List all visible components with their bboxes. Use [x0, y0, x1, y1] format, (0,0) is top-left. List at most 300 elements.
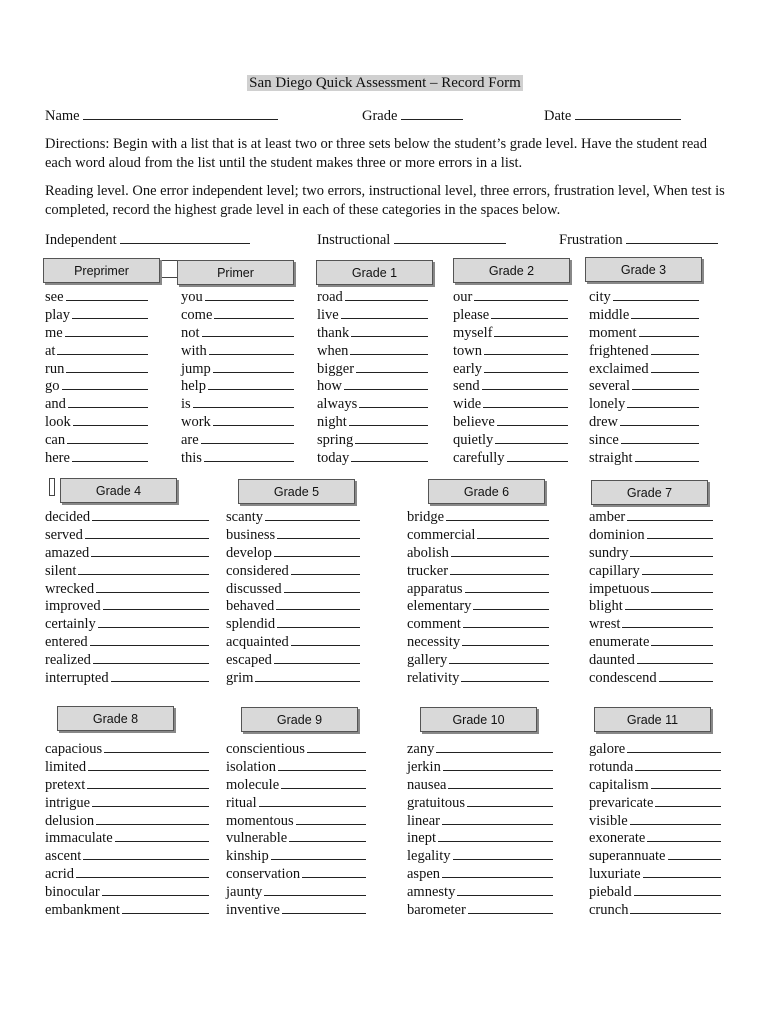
- answer-blank[interactable]: [83, 848, 209, 860]
- word-list-primer: [181, 289, 294, 468]
- list-item: [45, 325, 148, 343]
- answer-blank[interactable]: [446, 509, 549, 521]
- answer-blank[interactable]: [102, 884, 209, 896]
- answer-blank[interactable]: [627, 396, 699, 408]
- list-item: [317, 378, 428, 396]
- list-item: [226, 741, 366, 759]
- list-item: [226, 616, 360, 634]
- answer-blank[interactable]: [72, 450, 148, 462]
- list-item: [453, 378, 568, 396]
- word: early: [453, 360, 482, 377]
- list-item: [589, 289, 699, 307]
- directions-text: Directions: Begin with a list that is at least two or three sets below the student’s grade level. Have the student read each word aloud from the list until the student makes three or more errors in a list.: [45, 136, 707, 171]
- list-item: [226, 795, 366, 813]
- word: legality: [407, 848, 451, 865]
- answer-blank[interactable]: [442, 866, 553, 878]
- list-item: [589, 581, 713, 599]
- list-item: [407, 634, 549, 652]
- word: discussed: [226, 580, 282, 597]
- answer-blank[interactable]: [103, 598, 209, 610]
- answer-blank[interactable]: [349, 414, 428, 426]
- list-header-primer: Primer: [177, 260, 294, 285]
- answer-blank[interactable]: [274, 545, 360, 557]
- answer-blank[interactable]: [651, 361, 699, 373]
- word: galore: [589, 741, 626, 757]
- instructional-field[interactable]: Instructional: [317, 230, 506, 249]
- list-item: [45, 616, 209, 634]
- answer-blank[interactable]: [443, 759, 553, 771]
- word: apparatus: [407, 580, 463, 597]
- answer-blank[interactable]: [96, 813, 209, 825]
- date-field[interactable]: Date: [544, 106, 681, 125]
- answer-blank[interactable]: [208, 378, 294, 390]
- answer-blank[interactable]: [302, 866, 366, 878]
- answer-blank[interactable]: [277, 616, 360, 628]
- word: impetuous: [589, 580, 650, 597]
- answer-blank[interactable]: [497, 414, 568, 426]
- name-field[interactable]: Name: [45, 106, 278, 125]
- answer-blank[interactable]: [647, 527, 713, 539]
- answer-blank[interactable]: [104, 741, 209, 753]
- answer-blank[interactable]: [68, 396, 148, 408]
- word-list-grade-3: [589, 289, 699, 468]
- answer-blank[interactable]: [442, 813, 553, 825]
- answer-blank[interactable]: [87, 777, 209, 789]
- word: nausea: [407, 776, 447, 793]
- answer-blank[interactable]: [635, 450, 700, 462]
- answer-blank[interactable]: [655, 795, 721, 807]
- word: certainly: [45, 616, 96, 633]
- list-item: [589, 396, 699, 414]
- list-item: [407, 777, 553, 795]
- answer-blank[interactable]: [491, 307, 568, 319]
- list-item: [589, 866, 721, 884]
- list-item: [589, 759, 721, 777]
- answer-blank[interactable]: [467, 795, 553, 807]
- list-item: [45, 432, 148, 450]
- word: limited: [45, 758, 87, 775]
- list-item: [453, 414, 568, 432]
- word: commercial: [407, 526, 476, 543]
- answer-blank[interactable]: [635, 759, 721, 771]
- list-item: [45, 527, 209, 545]
- word: ascent: [45, 848, 82, 865]
- answer-blank[interactable]: [639, 325, 699, 337]
- answer-blank[interactable]: [351, 325, 428, 337]
- word: drew: [589, 414, 618, 431]
- list-header-grade-6: Grade 6: [428, 479, 545, 504]
- answer-blank[interactable]: [202, 325, 294, 337]
- word: not: [181, 324, 200, 341]
- word: splendid: [226, 616, 276, 633]
- answer-blank[interactable]: [642, 563, 713, 575]
- list-item: [45, 866, 209, 884]
- list-item: [226, 545, 360, 563]
- answer-blank[interactable]: [204, 450, 294, 462]
- answer-blank[interactable]: [115, 830, 209, 842]
- answer-blank[interactable]: [449, 652, 549, 664]
- answer-blank[interactable]: [483, 396, 568, 408]
- answer-blank[interactable]: [209, 343, 294, 355]
- word: amazed: [45, 544, 90, 561]
- answer-blank[interactable]: [359, 396, 428, 408]
- word: go: [45, 378, 60, 395]
- word: ritual: [226, 794, 257, 811]
- answer-blank[interactable]: [111, 670, 209, 682]
- answer-blank[interactable]: [651, 343, 699, 355]
- word: at: [45, 342, 56, 359]
- list-item: [226, 884, 366, 902]
- word: when: [317, 342, 349, 359]
- word: road: [317, 289, 343, 305]
- answer-blank[interactable]: [67, 432, 148, 444]
- answer-blank[interactable]: [668, 848, 722, 860]
- word: amber: [589, 509, 626, 525]
- list-item: [589, 545, 713, 563]
- answer-blank[interactable]: [264, 884, 366, 896]
- answer-blank[interactable]: [274, 652, 360, 664]
- word: middle: [589, 306, 630, 323]
- answer-blank[interactable]: [93, 652, 209, 664]
- answer-blank[interactable]: [356, 361, 428, 373]
- word: town: [453, 342, 482, 359]
- word: intrigue: [45, 794, 91, 811]
- answer-blank[interactable]: [484, 343, 568, 355]
- word: since: [589, 432, 619, 449]
- list-item: [407, 884, 553, 902]
- reading-level-text: Reading level. One error independent level; two errors, instructional level, three errors, frustration level, When test is completed, record the highest grade level in each of these categories in the spaces below.: [45, 183, 725, 218]
- answer-blank[interactable]: [291, 563, 360, 575]
- answer-blank[interactable]: [465, 581, 549, 593]
- list-item: [589, 432, 699, 450]
- list-item: [226, 598, 360, 616]
- word: aspen: [407, 866, 441, 883]
- list-item: [45, 307, 148, 325]
- answer-blank[interactable]: [78, 563, 209, 575]
- list-header-grade-9: Grade 9: [241, 707, 358, 732]
- word: molecule: [226, 776, 280, 793]
- answer-blank[interactable]: [88, 759, 209, 771]
- answer-blank[interactable]: [634, 884, 721, 896]
- list-item: [317, 343, 428, 361]
- word: wide: [453, 396, 482, 413]
- grade-field[interactable]: Grade: [362, 106, 463, 125]
- list-item: [589, 616, 713, 634]
- answer-blank[interactable]: [72, 307, 148, 319]
- answer-blank[interactable]: [66, 361, 148, 373]
- list-item: [589, 830, 721, 848]
- word-list-grade-1: [317, 289, 428, 468]
- answer-blank[interactable]: [284, 581, 360, 593]
- list-item: [45, 902, 209, 920]
- answer-blank[interactable]: [62, 378, 149, 390]
- word: visible: [589, 812, 628, 829]
- list-item: [407, 616, 549, 634]
- answer-blank[interactable]: [450, 563, 549, 575]
- word: gallery: [407, 652, 448, 669]
- word: run: [45, 360, 65, 377]
- answer-blank[interactable]: [453, 848, 554, 860]
- list-item: [317, 361, 428, 379]
- list-header-grade-4: Grade 4: [60, 478, 177, 503]
- answer-blank[interactable]: [193, 396, 294, 408]
- word: abolish: [407, 544, 449, 561]
- answer-blank[interactable]: [271, 848, 366, 860]
- answer-blank[interactable]: [65, 325, 148, 337]
- answer-blank[interactable]: [621, 432, 699, 444]
- word: please: [453, 306, 490, 323]
- list-item: [226, 848, 366, 866]
- answer-blank[interactable]: [85, 527, 209, 539]
- answer-blank[interactable]: [622, 616, 713, 628]
- answer-blank[interactable]: [477, 527, 549, 539]
- answer-blank[interactable]: [255, 670, 360, 682]
- answer-blank[interactable]: [462, 634, 549, 646]
- answer-blank[interactable]: [448, 777, 553, 789]
- answer-blank[interactable]: [91, 545, 209, 557]
- word: moment: [589, 324, 637, 341]
- list-item: [407, 652, 549, 670]
- list-item: [181, 378, 294, 396]
- word: always: [317, 396, 358, 413]
- list-header-grade-1: Grade 1: [316, 260, 433, 285]
- list-item: [181, 361, 294, 379]
- list-item: [589, 509, 713, 527]
- answer-blank[interactable]: [468, 902, 553, 914]
- answer-blank[interactable]: [627, 509, 713, 521]
- word: sundry: [589, 544, 629, 561]
- list-item: [45, 414, 148, 432]
- answer-blank[interactable]: [57, 343, 148, 355]
- word-list-grade-8: [45, 741, 209, 920]
- word: night: [317, 414, 347, 431]
- answer-blank[interactable]: [495, 432, 568, 444]
- answer-blank[interactable]: [651, 777, 721, 789]
- list-item: [589, 378, 699, 396]
- word: kinship: [226, 848, 269, 865]
- list-item: [589, 848, 721, 866]
- list-item: [589, 777, 721, 795]
- word: decided: [45, 509, 91, 525]
- list-header-grade-3: Grade 3: [585, 257, 702, 282]
- answer-blank[interactable]: [625, 598, 713, 610]
- list-item: [453, 432, 568, 450]
- list-item: [45, 598, 209, 616]
- list-item: [589, 325, 699, 343]
- answer-blank[interactable]: [282, 902, 366, 914]
- word: zany: [407, 741, 435, 757]
- answer-blank[interactable]: [96, 581, 209, 593]
- word: scanty: [226, 509, 264, 525]
- word: inept: [407, 830, 436, 847]
- list-item: [45, 509, 209, 527]
- answer-blank[interactable]: [637, 652, 713, 664]
- independent-field[interactable]: Independent: [45, 230, 250, 249]
- word: pretext: [45, 776, 86, 793]
- answer-blank[interactable]: [341, 307, 428, 319]
- word: bridge: [407, 509, 445, 525]
- list-item: [407, 813, 553, 831]
- answer-blank[interactable]: [473, 598, 549, 610]
- list-item: [407, 848, 553, 866]
- word: exonerate: [589, 830, 646, 847]
- answer-blank[interactable]: [92, 795, 209, 807]
- word: how: [317, 378, 342, 395]
- answer-blank[interactable]: [457, 884, 553, 896]
- list-item: [45, 795, 209, 813]
- answer-blank[interactable]: [613, 289, 699, 301]
- word: can: [45, 432, 66, 449]
- page-title: San Diego Quick Assessment – Record Form: [249, 75, 521, 91]
- list-item: [407, 902, 553, 920]
- word: you: [181, 289, 203, 305]
- list-item: [226, 563, 360, 581]
- word: are: [181, 432, 199, 449]
- answer-blank[interactable]: [632, 378, 699, 390]
- word: dominion: [589, 526, 645, 543]
- list-item: [45, 884, 209, 902]
- answer-blank[interactable]: [345, 289, 428, 301]
- list-item: [407, 545, 549, 563]
- word: acquainted: [226, 634, 289, 651]
- list-item: [181, 343, 294, 361]
- word: blight: [589, 598, 623, 615]
- list-header-preprimer: Preprimer: [43, 258, 160, 283]
- list-item: [589, 741, 721, 759]
- word: enumerate: [589, 634, 650, 651]
- answer-blank[interactable]: [277, 527, 360, 539]
- answer-blank[interactable]: [291, 634, 360, 646]
- answer-blank[interactable]: [289, 830, 366, 842]
- word: is: [181, 396, 191, 413]
- word: here: [45, 450, 70, 467]
- word: elementary: [407, 598, 472, 615]
- answer-blank[interactable]: [647, 830, 721, 842]
- word: entered: [45, 634, 88, 651]
- answer-blank[interactable]: [355, 432, 428, 444]
- answer-blank[interactable]: [201, 432, 294, 444]
- answer-blank[interactable]: [630, 902, 721, 914]
- list-item: [226, 866, 366, 884]
- answer-blank[interactable]: [350, 343, 428, 355]
- word: frightened: [589, 342, 649, 359]
- answer-blank[interactable]: [344, 378, 428, 390]
- answer-blank[interactable]: [73, 414, 148, 426]
- list-item: [226, 902, 366, 920]
- answer-blank[interactable]: [76, 866, 209, 878]
- list-item: [226, 759, 366, 777]
- answer-blank[interactable]: [213, 361, 294, 373]
- word: escaped: [226, 652, 272, 669]
- word: acrid: [45, 866, 74, 883]
- answer-blank[interactable]: [265, 509, 360, 521]
- list-item: [589, 902, 721, 920]
- word: relativity: [407, 670, 460, 687]
- word: considered: [226, 562, 289, 579]
- answer-blank[interactable]: [651, 581, 713, 593]
- answer-blank[interactable]: [278, 759, 366, 771]
- list-item: [45, 670, 209, 688]
- word: live: [317, 306, 339, 323]
- list-item: [589, 343, 699, 361]
- answer-blank[interactable]: [659, 670, 713, 682]
- list-item: [181, 432, 294, 450]
- list-item: [181, 450, 294, 468]
- answer-blank[interactable]: [643, 866, 721, 878]
- answer-blank[interactable]: [651, 634, 713, 646]
- word: rotunda: [589, 758, 634, 775]
- answer-blank[interactable]: [281, 777, 366, 789]
- word: and: [45, 396, 66, 413]
- answer-blank[interactable]: [627, 741, 721, 753]
- answer-blank[interactable]: [436, 741, 553, 753]
- answer-blank[interactable]: [507, 450, 568, 462]
- answer-blank[interactable]: [259, 795, 366, 807]
- word: help: [181, 378, 206, 395]
- answer-blank[interactable]: [66, 289, 148, 301]
- answer-blank[interactable]: [461, 670, 549, 682]
- answer-blank[interactable]: [276, 598, 360, 610]
- answer-blank[interactable]: [296, 813, 366, 825]
- list-item: [453, 289, 568, 307]
- word-list-grade-4: [45, 509, 209, 688]
- list-item: [181, 396, 294, 414]
- answer-blank[interactable]: [92, 509, 209, 521]
- list-item: [589, 307, 699, 325]
- answer-blank[interactable]: [307, 741, 366, 753]
- word: interrupted: [45, 670, 109, 687]
- answer-blank[interactable]: [482, 378, 568, 390]
- answer-blank[interactable]: [214, 307, 294, 319]
- answer-blank[interactable]: [98, 616, 209, 628]
- word: embankment: [45, 902, 120, 919]
- list-item: [45, 289, 148, 307]
- answer-blank[interactable]: [90, 634, 209, 646]
- list-header-grade-8: Grade 8: [57, 706, 174, 731]
- list-item: [45, 848, 209, 866]
- answer-blank[interactable]: [451, 545, 549, 557]
- word: myself: [453, 324, 493, 341]
- word: served: [45, 526, 83, 543]
- word: wrecked: [45, 580, 95, 597]
- answer-blank[interactable]: [620, 414, 699, 426]
- answer-blank[interactable]: [351, 450, 428, 462]
- answer-blank[interactable]: [630, 545, 713, 557]
- frustration-field[interactable]: Frustration: [559, 230, 718, 249]
- answer-blank[interactable]: [484, 361, 568, 373]
- answer-blank[interactable]: [122, 902, 209, 914]
- answer-blank[interactable]: [438, 830, 553, 842]
- answer-blank[interactable]: [213, 414, 294, 426]
- word: lonely: [589, 396, 626, 413]
- answer-blank[interactable]: [494, 325, 568, 337]
- word: with: [181, 342, 207, 359]
- list-item: [317, 307, 428, 325]
- list-item: [45, 581, 209, 599]
- list-item: [453, 396, 568, 414]
- answer-blank[interactable]: [630, 813, 721, 825]
- word: spring: [317, 432, 354, 449]
- answer-blank[interactable]: [463, 616, 549, 628]
- list-item: [407, 830, 553, 848]
- answer-blank[interactable]: [205, 289, 294, 301]
- word: immaculate: [45, 830, 113, 847]
- word: daunted: [589, 652, 635, 669]
- answer-blank[interactable]: [631, 307, 699, 319]
- word: city: [589, 289, 611, 305]
- word: trucker: [407, 562, 449, 579]
- answer-blank[interactable]: [474, 289, 568, 301]
